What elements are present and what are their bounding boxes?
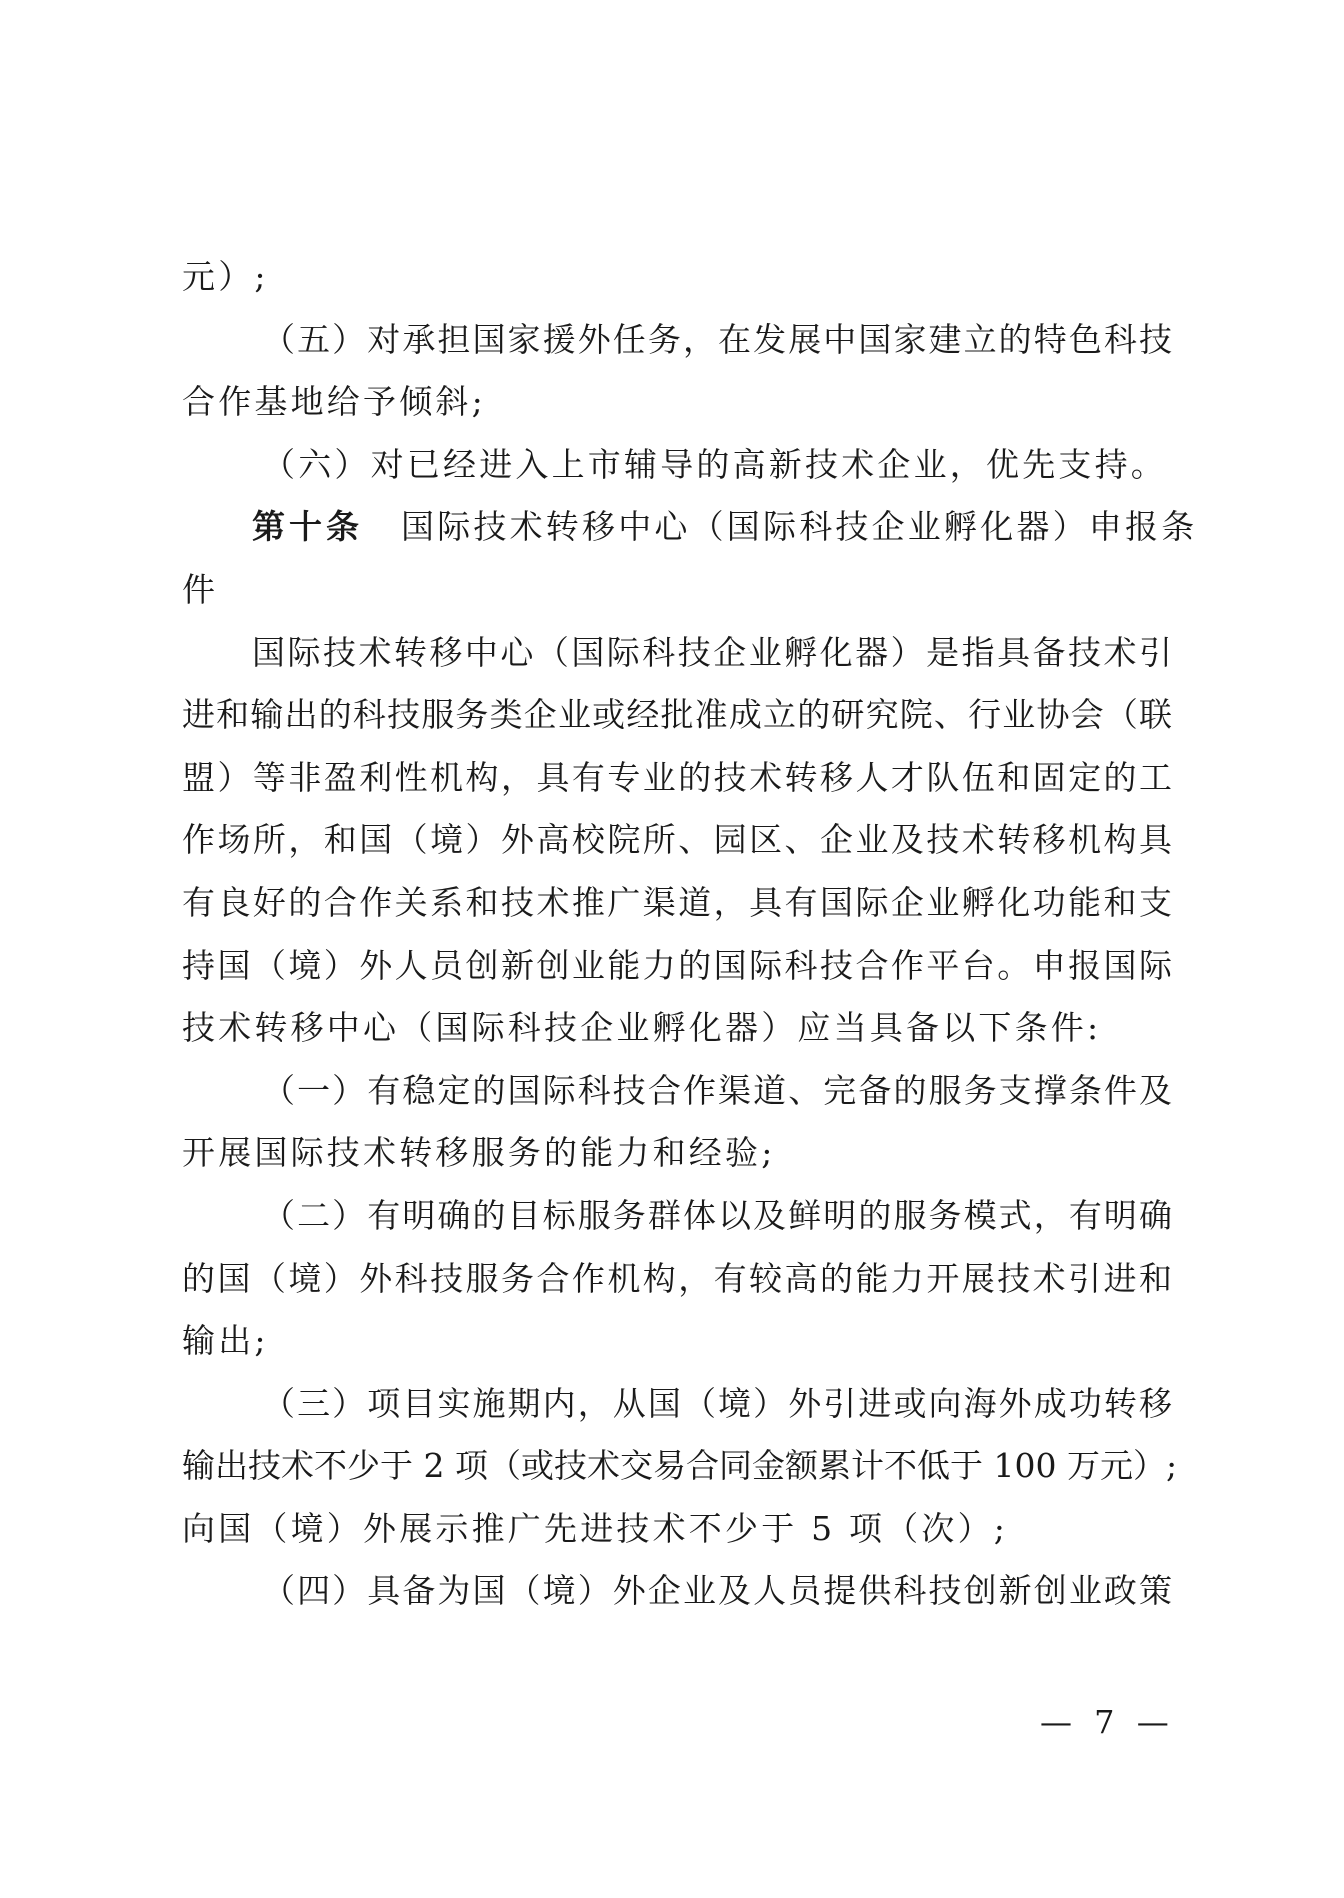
text-line: （三）项目实施期内，从国（境）外引进或向海外成功转移 — [262, 1383, 1172, 1423]
text-line: 向国（境）外展示推广先进技术不少于 5 项（次）; — [182, 1508, 1009, 1548]
article-heading-line — [182, 496, 1198, 559]
text-line: 作场所，和国（境）外高校院所、园区、企业及技术转移机构具 — [182, 820, 1172, 860]
text-line: 开展国际技术转移服务的能力和经验; — [182, 1133, 776, 1173]
article-heading-text: 国际技术转移中心（国际科技企业孵化器）申报条 — [401, 507, 1198, 547]
text-line: （一）有稳定的国际科技合作渠道、完备的服务支撑条件及 — [262, 1070, 1172, 1110]
text-line: 的国（境）外科技服务合作机构，有较高的能力开展技术引进和 — [182, 1258, 1172, 1298]
text-line: 持国（境）外人员创新创业能力的国际科技合作平台。申报国际 — [182, 945, 1172, 985]
text-line: （五）对承担国家援外任务，在发展中国家建立的特色科技 — [262, 319, 1172, 359]
text-line: （六）对已经进入上市辅导的高新技术企业，优先支持。 — [262, 444, 1167, 484]
text-line: （二）有明确的目标服务群体以及鲜明的服务模式，有明确 — [262, 1195, 1172, 1235]
text-line: 技术转移中心（国际科技企业孵化器）应当具备以下条件: — [182, 1008, 1102, 1048]
text-line: 进和输出的科技服务类企业或经批准成立的研究院、行业协会（联 — [182, 695, 1172, 735]
text-line: 输出; — [182, 1321, 269, 1361]
text-line: 有良好的合作关系和技术推广渠道，具有国际企业孵化功能和支 — [182, 882, 1172, 922]
article-heading: 第十条 — [252, 507, 363, 547]
text-line: 国际技术转移中心（国际科技企业孵化器）是指具备技术引 — [252, 632, 1172, 672]
page-number: — 7 — — [1040, 1703, 1175, 1741]
text-line: （四）具备为国（境）外企业及人员提供科技创新创业政策 — [262, 1571, 1172, 1611]
text-line: 件 — [182, 569, 219, 609]
text-line: 盟）等非盈利性机构，具有专业的技术转移人才队伍和固定的工 — [182, 757, 1172, 797]
text-line: 合作基地给予倾斜; — [182, 382, 486, 422]
document-body — [182, 246, 1198, 1623]
text-line: 元）; — [182, 257, 269, 296]
text-line: 输出技术不少于 2 项（或技术交易合同金额累计不低于 100 万元）; — [182, 1446, 1178, 1486]
